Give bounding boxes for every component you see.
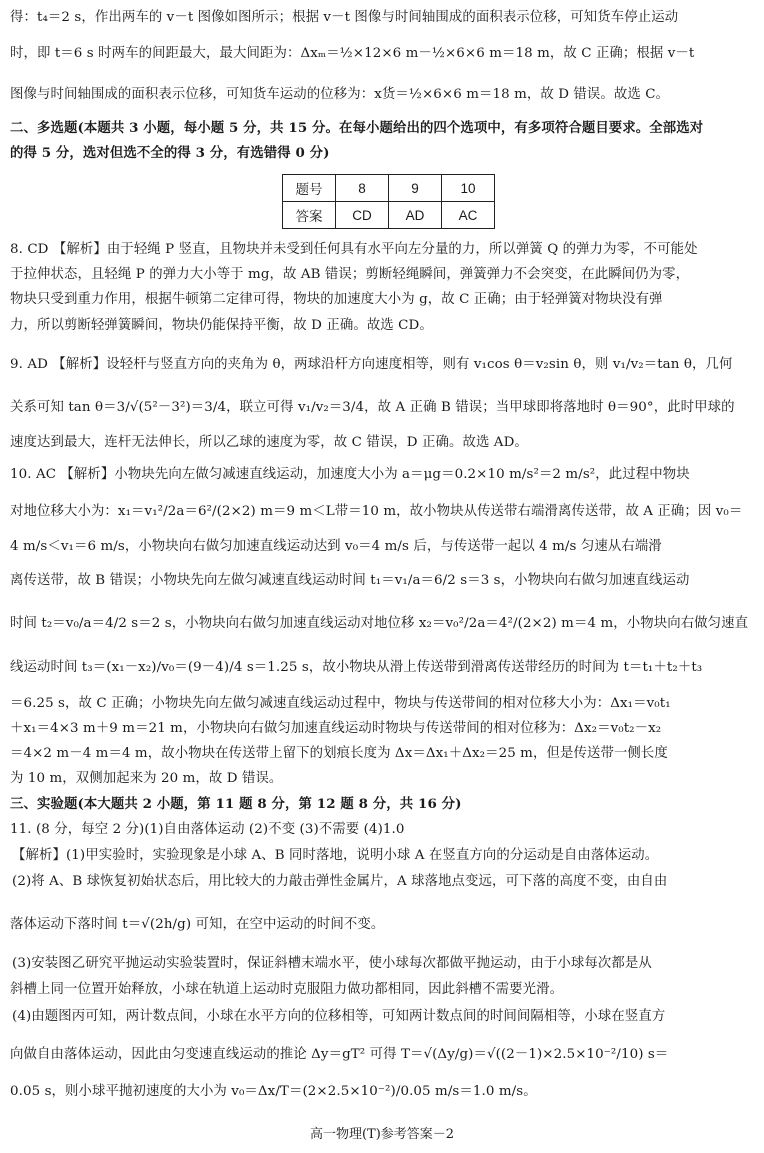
q8-explanation: 力，所以剪断轻弹簧瞬间，物块仍能保持平衡，故 D 正确。故选 CD。 (10, 318, 433, 333)
section-heading-experiment: 三、实验题(本大题共 2 小题，第 11 题 8 分，第 12 题 8 分，共 16 分) (10, 796, 462, 812)
question-number-cell: 10 (442, 175, 495, 202)
answer-cell: CD (336, 202, 389, 229)
q10-explanation: 为 10 m，双侧加起来为 20 m，故 D 错误。 (10, 771, 283, 786)
page-footer: 高一物理(T)参考答案－2 (309, 1127, 455, 1142)
section-heading-multiple-choice-cont: 的得 5 分，选对但选不全的得 3 分，有选错得 0 分) (10, 145, 330, 161)
table-header-cell: 答案 (283, 202, 336, 229)
text-line: 时，即 t＝6 s 时两车的间距最大，最大间距为：Δxₘ＝½×12×6 m－½×6×6 m＝18 m，故 C 正确；根据 v－t (10, 46, 695, 61)
q9-explanation: 关系可知 tan θ＝3/√(5²－3²)＝3/4，联立可得 v₁/v₂＝3/4，故 A 正确 B 错误；当甲球即将落地时 θ＝90°，此时甲球的 (10, 400, 735, 415)
question-number-cell: 8 (336, 175, 389, 202)
table-header-cell: 题号 (283, 175, 336, 202)
q8-explanation: 8. CD 【解析】由于轻绳 P 竖直，且物块并未受到任何具有水平向左分量的力，所以弹簧 Q 的弹力为零，不可能处 (10, 242, 698, 257)
q11-explanation: 斜槽上同一位置开始释放，小球在轨道上运动时克服阻力做功都相同，因此斜槽不需要光滑。 (10, 982, 564, 997)
q10-explanation: 离传送带，故 B 错误；小物块先向左做匀减速直线运动时间 t₁＝v₁/a＝6/2 s＝3 s，小物块向右做匀加速直线运动 (10, 573, 690, 588)
answer-cell: AD (389, 202, 442, 229)
q10-explanation: ＝4×2 m－4 m＝4 m，故小物块在传送带上留下的划痕长度为 Δx＝Δx₁＋Δx₂＝25 m，但是传送带一侧长度 (10, 746, 668, 761)
text-line: 得：t₄＝2 s，作出两车的 v－t 图像如图所示；根据 v－t 图像与时间轴围成的面积表示位移，可知货车停止运动 (10, 10, 679, 25)
q11-explanation: 0.05 s，则小球平抛初速度的大小为 v₀＝Δx/T＝(2×2.5×10⁻²)/0.05 m/s＝1.0 m/s。 (10, 1084, 537, 1099)
table-row (283, 175, 495, 202)
q9-explanation: 速度达到最大，连杆无法伸长，所以乙球的速度为零，故 C 错误，D 正确。故选 AD。 (10, 435, 528, 450)
answer-cell: AC (442, 202, 495, 229)
q10-explanation: 时间 t₂＝v₀/a＝4/2 s＝2 s，小物块向右做匀加速直线运动对地位移 x₂＝v₀²/2a＝4²/(2×2) m＝4 m，小物块向右做匀速直 (10, 616, 749, 631)
q9-explanation: 9. AD 【解析】设轻杆与竖直方向的夹角为 θ，两球沿杆方向速度相等，则有 v₁cos θ＝v₂sin θ，则 v₁/v₂＝tan θ，几何 (10, 357, 733, 372)
q10-explanation: 4 m/s＜v₁＝6 m/s，小物块向右做匀加速直线运动达到 v₀＝4 m/s 后，与传送带一起以 4 m/s 匀速从右端滑 (10, 539, 662, 554)
q8-explanation: 于拉伸状态，且轻绳 P 的弹力大小等于 mg，故 AB 错误；剪断轻绳瞬间，弹簧弹力不会突变，在此瞬间仍为零， (10, 267, 690, 282)
section-heading-multiple-choice: 二、多选题(本题共 3 小题，每小题 5 分，共 15 分。在每小题给出的四个选项中，有多项符合题目要求。全部选对 (10, 120, 704, 136)
q11-explanation: 落体运动下落时间 t＝√(2h/g) 可知，在空中运动的时间不变。 (10, 917, 385, 932)
q11-explanation: 向做自由落体运动，因此由匀变速直线运动的推论 Δy＝gT² 可得 T＝√(Δy/g)＝√((2－1)×2.5×10⁻²/10) s＝ (10, 1047, 669, 1062)
q10-explanation: ＝6.25 s，故 C 正确；小物块先向左做匀减速直线运动过程中，物块与传送带间的相对位移大小为：Δx₁＝v₀t₁ (10, 696, 671, 711)
question-number-cell: 9 (389, 175, 442, 202)
q10-explanation: ＋x₁＝4×3 m＋9 m＝21 m，小物块向右做匀加速直线运动时物块与传送带间的相对位移为：Δx₂＝v₀t₂－x₂ (10, 721, 662, 736)
q8-explanation: 物块只受到重力作用，根据牛顿第二定律可得，物块的加速度大小为 g，故 C 正确；由于轻弹簧对物块没有弹 (10, 292, 663, 307)
q11-explanation: (2)将 A、B 球恢复初始状态后，用比较大的力敲击弹性金属片，A 球落地点变远，可下落的高度不变，由自由 (12, 874, 668, 889)
q11-explanation: (4)由题图丙可知，两计数点间，小球在水平方向的位移相等，可知两计数点间的时间间隔相等，小球在竖直方 (12, 1009, 666, 1024)
q10-explanation: 线运动时间 t₃＝(x₁－x₂)/v₀＝(9－4)/4 s＝1.25 s，故小物块从滑上传送带到滑离传送带经历的时间为 t＝t₁＋t₂＋t₃ (10, 660, 703, 675)
q11-explanation: (3)安装图乙研究平抛运动实验装置时，保证斜槽末端水平，使小球每次都做平抛运动，由于小球每次都是从 (12, 956, 652, 971)
q10-explanation: 10. AC 【解析】小物块先向左做匀减速直线运动，加速度大小为 a＝μg＝0.2×10 m/s²＝2 m/s²，此过程中物块 (10, 467, 690, 482)
q11-answer: 11. (8 分，每空 2 分)(1)自由落体运动 (2)不变 (3)不需要 (4)1.0 (10, 822, 405, 837)
answer-table (282, 174, 495, 229)
table-row (283, 202, 495, 229)
q11-explanation: 【解析】(1)甲实验时，实验现象是小球 A、B 同时落地，说明小球 A 在竖直方向的分运动是自由落体运动。 (12, 848, 659, 863)
q10-explanation: 对地位移大小为：x₁＝v₁²/2a＝6²/(2×2) m＝9 m＜L带＝10 m，故小物块从传送带右端滑离传送带，故 A 正确；因 v₀＝ (10, 504, 743, 519)
text-line: 图像与时间轴围成的面积表示位移，可知货车运动的位移为：x货＝½×6×6 m＝18 m，故 D 错误。故选 C。 (10, 87, 670, 102)
